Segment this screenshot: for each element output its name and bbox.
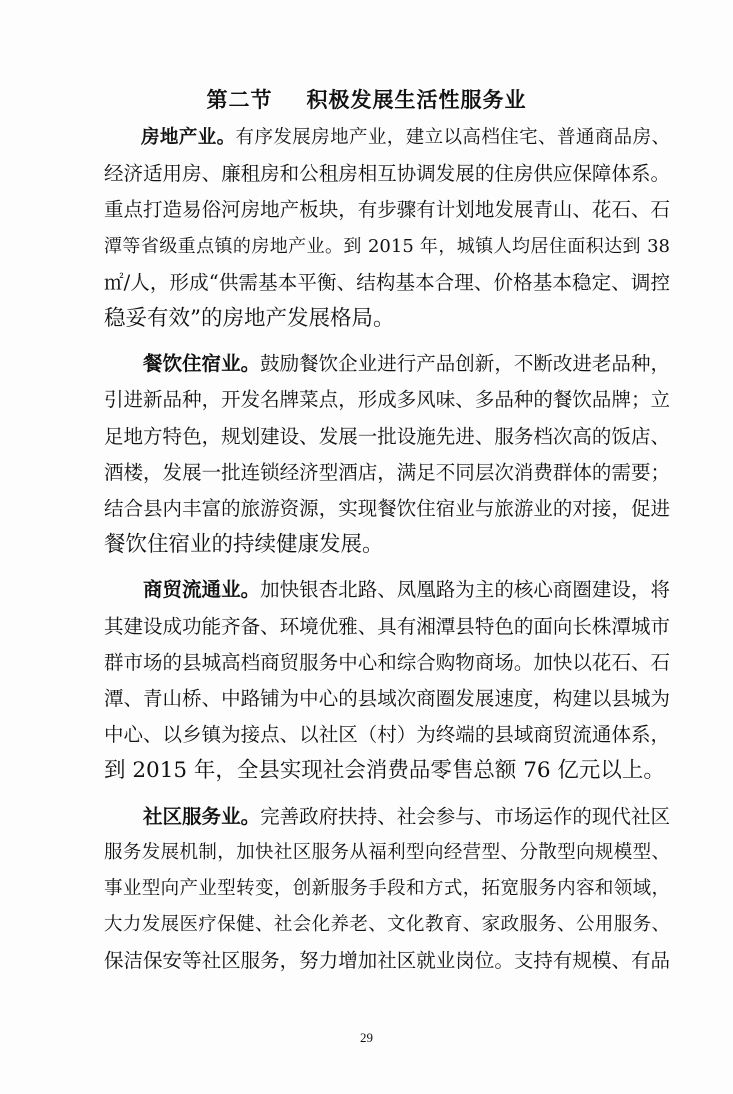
paragraph-line: 保洁保安等社区服务，努力增加社区就业岗位。支持有规模、有品: [104, 949, 670, 973]
paragraph-line: 大力发展医疗保健、社会化养老、文化教育、家政服务、公用服务、: [104, 914, 670, 936]
paragraph-line: 酒楼，发展一批连锁经济型酒店，满足不同层次消费群体的需要；: [104, 460, 670, 484]
paragraph-line: 引进新品种，开发名牌菜点，形成多风味、多品种的餐饮品牌；立: [104, 388, 670, 412]
paragraph-lead: 房地产业。: [141, 127, 236, 148]
paragraph-lead: 社区服务业。: [143, 804, 261, 828]
page-number: 29: [360, 1030, 373, 1045]
paragraph-line: 社区服务业。完善政府扶持、社会参与、市场运作的现代社区: [143, 804, 670, 828]
paragraph-line: 餐饮住宿业的持续健康发展。: [104, 532, 384, 558]
paragraph-line: 群市场的县城高档商贸服务中心和综合购物商场。加快以花石、石: [104, 650, 670, 674]
paragraph-lead: 餐饮住宿业。: [143, 352, 261, 376]
paragraph-line: 潭、青山桥、中路铺为中心的县域次商圈发展速度，构建以县城为: [104, 687, 670, 711]
section-number: 第二节: [206, 88, 273, 112]
paragraph-line: 结合县内丰富的旅游资源，实现餐饮住宿业与旅游业的对接，促进: [104, 497, 670, 521]
paragraph-line: 餐饮住宿业。鼓励餐饮企业进行产品创新，不断改进老品种，: [143, 352, 670, 376]
paragraph-line: 足地方特色，规划建设、发展一批设施先进、服务档次高的饭店、: [104, 424, 670, 448]
paragraph-real-estate: [104, 120, 670, 337]
paragraph-lead: 商贸流通业。: [143, 578, 261, 602]
section-title: 积极发展生活性服务业: [306, 88, 527, 112]
section-heading: [0, 84, 733, 114]
paragraph-line: 房地产业。有序发展房地产业，建立以高档住宅、普通商品房、: [141, 127, 670, 148]
paragraph-line: 商贸流通业。加快银杏北路、凤凰路为主的核心商圈建设，将: [143, 578, 670, 602]
paragraph-line: 中心、以乡镇为接点、以社区（村）为终端的县域商贸流通体系，: [104, 723, 670, 747]
paragraph-community-services: [104, 799, 670, 980]
paragraph-line: 经济适用房、廉租房和公租房相互协调发展的住房供应保障体系。: [104, 162, 670, 186]
paragraph-catering: [104, 346, 670, 563]
paragraph-line: 其建设成功能齐备、环境优雅、具有湘潭县特色的面向长株潭城市: [104, 614, 670, 638]
paragraph-line: 事业型向产业型转变，创新服务手段和方式，拓宽服务内容和领域，: [104, 878, 670, 900]
paragraph-line: 重点打造易俗河房地产板块，有步骤有计划地发展青山、花石、石: [104, 198, 670, 222]
paragraph-line: 潭等省级重点镇的房地产业。到 2015 年，城镇人均居住面积达到 38: [104, 235, 670, 257]
paragraph-line: 服务发展机制，加快社区服务从福利型向经营型、分散型向规模型、: [104, 841, 670, 863]
paragraph-line: 到 2015 年，全县实现社会消费品零售总额 76 亿元以上。: [104, 758, 665, 784]
paragraph-line: 稳妥有效”的房地产发展格局。: [104, 306, 395, 332]
paragraph-line: ㎡/人，形成“供需基本平衡、结构基本合理、价格基本稳定、调控: [104, 270, 670, 294]
body-text: [104, 120, 670, 980]
paragraph-commerce: [104, 572, 670, 789]
